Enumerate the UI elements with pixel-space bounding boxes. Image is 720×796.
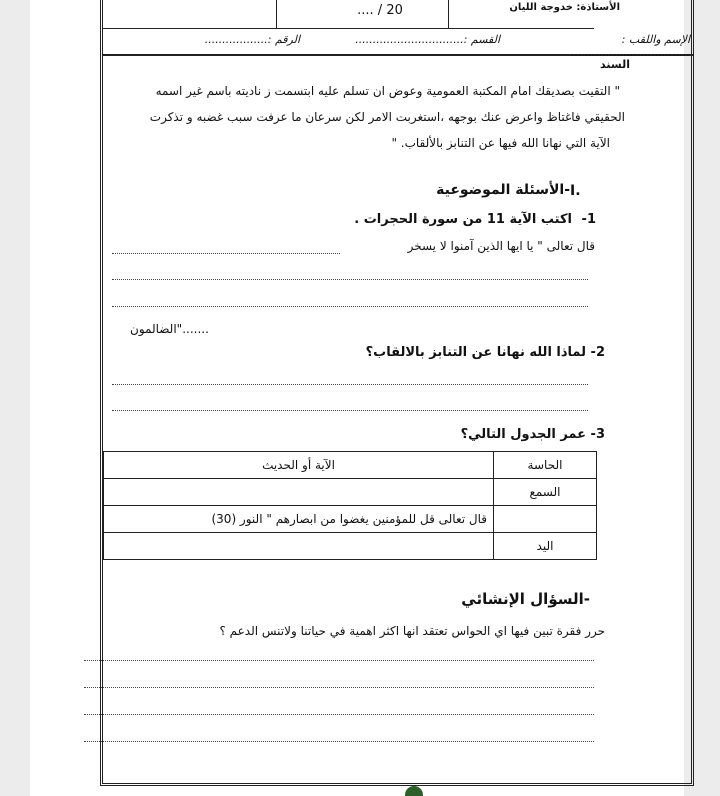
q1-number: 1- [581, 212, 596, 227]
section2-prompt: حرر فقرة تبين فيها اي الحواس تعتقد انها اكثر اهمية في حياتنا ولاتنس الدعم ؟ [219, 624, 605, 638]
col-sense-header: الحاسة [494, 452, 597, 479]
answer-line[interactable] [112, 384, 588, 385]
q1-verse-end: الضالمون"....... [130, 322, 209, 336]
answer-line[interactable] [84, 741, 594, 742]
q1-verse-start: قال تعالى " يا ايها الذين آمنوا لا يسخر [407, 239, 595, 253]
source-line-1: " التقيت بصديقك امام المكتبة العمومية وعوض ان تسلم عليه ابتسمت ز ناديته باسم غير اسمه [155, 84, 620, 98]
source-line-2: الحقيقي فاغتاظ واعرض عنك بوجهه ،استغربت الامر لكن سرعان ما عرفت سبب غضبه و تذكرت [149, 110, 625, 124]
section1-title: -الأسئلة الموضوعية [436, 182, 570, 198]
teacher-label: الأستاذة: خدوجة الليان [509, 2, 620, 13]
source-title: السند [600, 58, 630, 71]
col-content-header: الآية أو الحديث [104, 452, 494, 479]
sense-cell[interactable] [494, 506, 597, 533]
answer-line[interactable] [84, 687, 594, 688]
content-cell[interactable]: قال تعالى قل للمؤمنين يغضوا من ابصارهم " النور (30) [104, 506, 494, 533]
name-field[interactable]: الإسم واللقب : .................................. [571, 33, 690, 59]
score-field[interactable]: 20 / .... [357, 3, 403, 18]
answer-line[interactable] [84, 660, 594, 661]
number-field[interactable]: الرقم :.................. [204, 33, 300, 46]
senses-table [103, 451, 597, 560]
answer-line[interactable] [112, 253, 340, 254]
answer-line[interactable] [84, 714, 594, 715]
answer-line[interactable] [112, 279, 588, 280]
table-row [104, 506, 597, 533]
answer-line[interactable] [112, 306, 588, 307]
class-field[interactable]: القسم :............................... [355, 33, 500, 46]
table-header-row [104, 452, 597, 479]
q3-title: 3- عمر الجدول التالي؟ [460, 427, 605, 442]
source-line-3: الآية التي نهانا الله فيها عن التنابز بالألقاب. " [391, 136, 610, 150]
sense-cell[interactable]: السمع [494, 479, 597, 506]
section2-title: -السؤال الإنشائي [461, 590, 590, 608]
section1-number: I. [570, 183, 581, 199]
content-cell[interactable] [104, 533, 494, 560]
content-cell[interactable] [104, 479, 494, 506]
q2-title: 2- لماذا الله نهانا عن التنابز بالالقاب؟ [365, 345, 605, 360]
answer-line[interactable] [112, 410, 588, 411]
table-row [104, 479, 597, 506]
q1-title: اكتب الآية 11 من سورة الحجرات . [354, 212, 572, 227]
sense-cell[interactable]: اليد [494, 533, 597, 560]
table-row [104, 533, 597, 560]
